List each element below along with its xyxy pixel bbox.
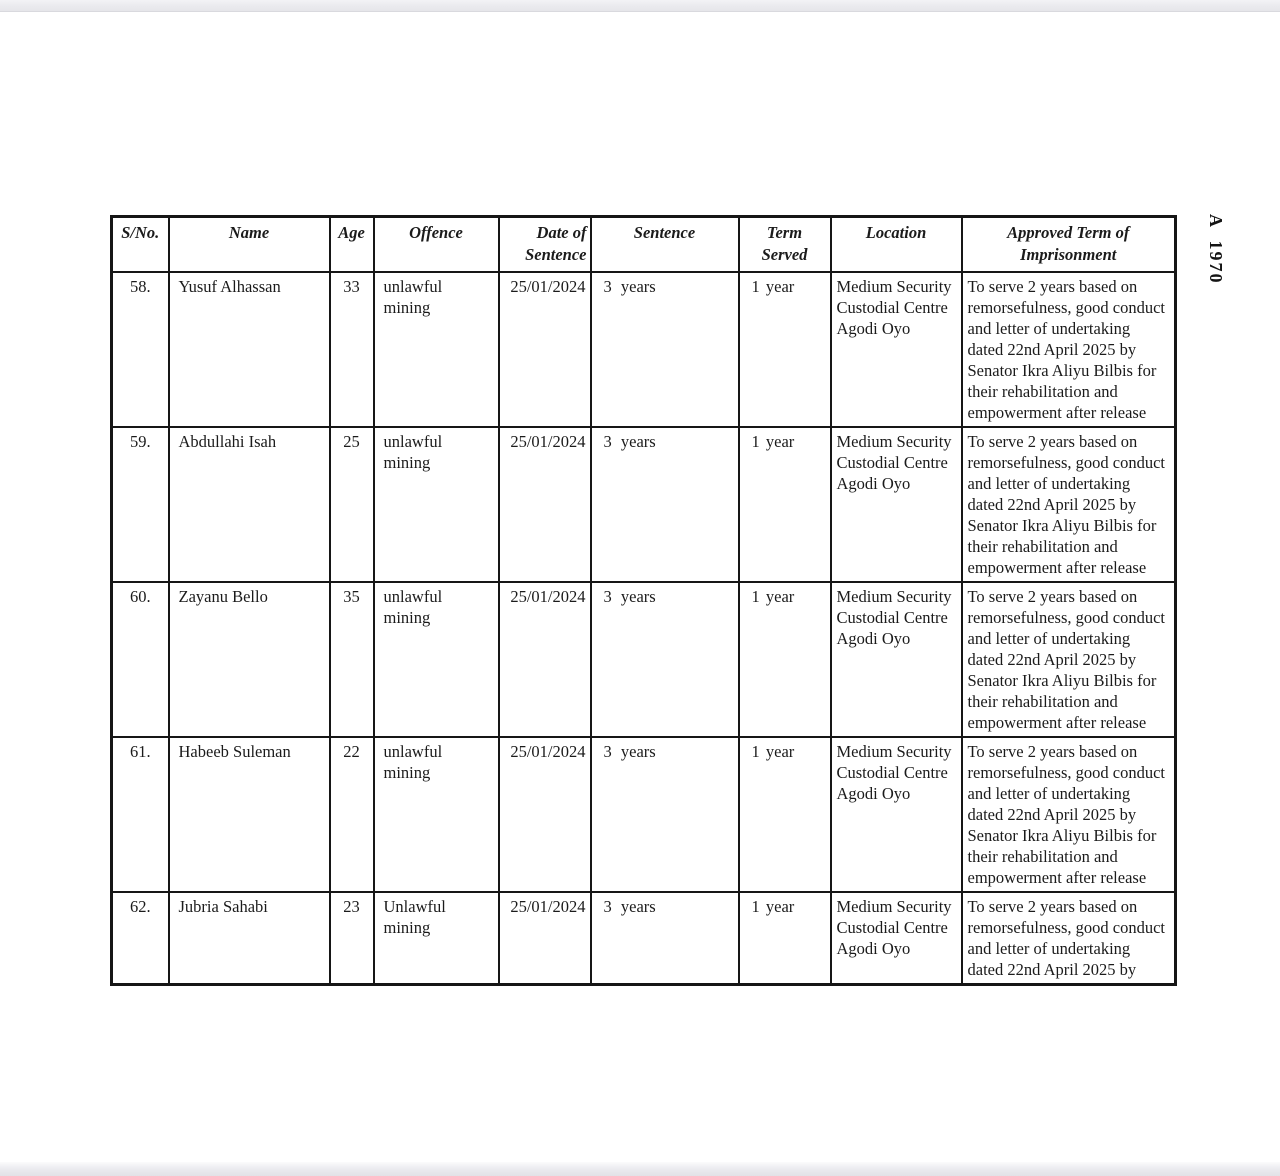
column-header-approved-term: Approved Term of Imprisonment [962, 217, 1176, 272]
cell-location: Medium Security Custodial Centre Agodi Oyo [831, 892, 962, 985]
cell-offence: unlawful mining [374, 582, 499, 737]
cell-approved-term: To serve 2 years based on remorsefulness, good conduct and letter of undertaking dated 22nd April 2025 by [962, 892, 1176, 985]
column-header-term-served: Term Served [739, 217, 831, 272]
cell-name: Jubria Sahabi [169, 892, 330, 985]
cell-sentence: 3 years [591, 582, 739, 737]
cell-age: 35 [330, 582, 374, 737]
cell-approved-term: To serve 2 years based on remorsefulness, good conduct and letter of undertaking dated 22nd April 2025 by Senator Ikra Aliyu Bilbis for their rehabilitation and empowerment after release [962, 272, 1176, 427]
cell-location: Medium Security Custodial Centre Agodi Oyo [831, 737, 962, 892]
cell-location: Medium Security Custodial Centre Agodi Oyo [831, 427, 962, 582]
cell-approved-term: To serve 2 years based on remorsefulness, good conduct and letter of undertaking dated 22nd April 2025 by Senator Ikra Aliyu Bilbis for their rehabilitation and empowerment after release [962, 427, 1176, 582]
cell-sentence: 3 years [591, 737, 739, 892]
cell-date-of-sentence: 25/01/2024 [499, 272, 591, 427]
header-row [112, 217, 1176, 272]
cell-name: Yusuf Alhassan [169, 272, 330, 427]
column-header-location: Location [831, 217, 962, 272]
prisoner-release-table [110, 215, 1177, 986]
cell-offence: unlawful mining [374, 737, 499, 892]
cell-term-served: 1 year [739, 272, 831, 427]
table-row [112, 582, 1176, 737]
cell-age: 23 [330, 892, 374, 985]
cell-term-served: 1 year [739, 892, 831, 985]
column-header-date-of-sentence: Date of Sentence [499, 217, 591, 272]
column-header-sentence: Sentence [591, 217, 739, 272]
cell-sno: 59. [112, 427, 169, 582]
cell-sno: 58. [112, 272, 169, 427]
table-row [112, 892, 1176, 985]
column-header-offence: Offence [374, 217, 499, 272]
cell-term-served: 1 year [739, 427, 831, 582]
cell-date-of-sentence: 25/01/2024 [499, 892, 591, 985]
cell-date-of-sentence: 25/01/2024 [499, 582, 591, 737]
column-header-name: Name [169, 217, 330, 272]
window-top-edge [0, 0, 1280, 12]
cell-offence: Unlawful mining [374, 892, 499, 985]
cell-sno: 60. [112, 582, 169, 737]
cell-name: Zayanu Bello [169, 582, 330, 737]
table-row [112, 272, 1176, 427]
cell-offence: unlawful mining [374, 272, 499, 427]
cell-name: Habeeb Suleman [169, 737, 330, 892]
column-header-sno: S/No. [112, 217, 169, 272]
cell-approved-term: To serve 2 years based on remorsefulness, good conduct and letter of undertaking dated 22nd April 2025 by Senator Ikra Aliyu Bilbis for their rehabilitation and empowerment after release [962, 582, 1176, 737]
table-row [112, 427, 1176, 582]
cell-term-served: 1 year [739, 737, 831, 892]
cell-sno: 62. [112, 892, 169, 985]
cell-offence: unlawful mining [374, 427, 499, 582]
cell-age: 22 [330, 737, 374, 892]
cell-sentence: 3 years [591, 427, 739, 582]
table-body [112, 272, 1176, 985]
cell-approved-term: To serve 2 years based on remorsefulness, good conduct and letter of undertaking dated 22nd April 2025 by Senator Ikra Aliyu Bilbis for their rehabilitation and empowerment after release [962, 737, 1176, 892]
cell-date-of-sentence: 25/01/2024 [499, 737, 591, 892]
cell-location: Medium Security Custodial Centre Agodi Oyo [831, 582, 962, 737]
table-row [112, 737, 1176, 892]
cell-date-of-sentence: 25/01/2024 [499, 427, 591, 582]
cell-age: 25 [330, 427, 374, 582]
cell-age: 33 [330, 272, 374, 427]
cell-term-served: 1 year [739, 582, 831, 737]
cell-name: Abdullahi Isah [169, 427, 330, 582]
cell-sno: 61. [112, 737, 169, 892]
window-bottom-edge [0, 1162, 1280, 1176]
cell-location: Medium Security Custodial Centre Agodi Oyo [831, 272, 962, 427]
column-header-age: Age [330, 217, 374, 272]
cell-sentence: 3 years [591, 272, 739, 427]
cell-sentence: 3 years [591, 892, 739, 985]
page-number-vertical-label: A 1970 [1206, 214, 1226, 285]
